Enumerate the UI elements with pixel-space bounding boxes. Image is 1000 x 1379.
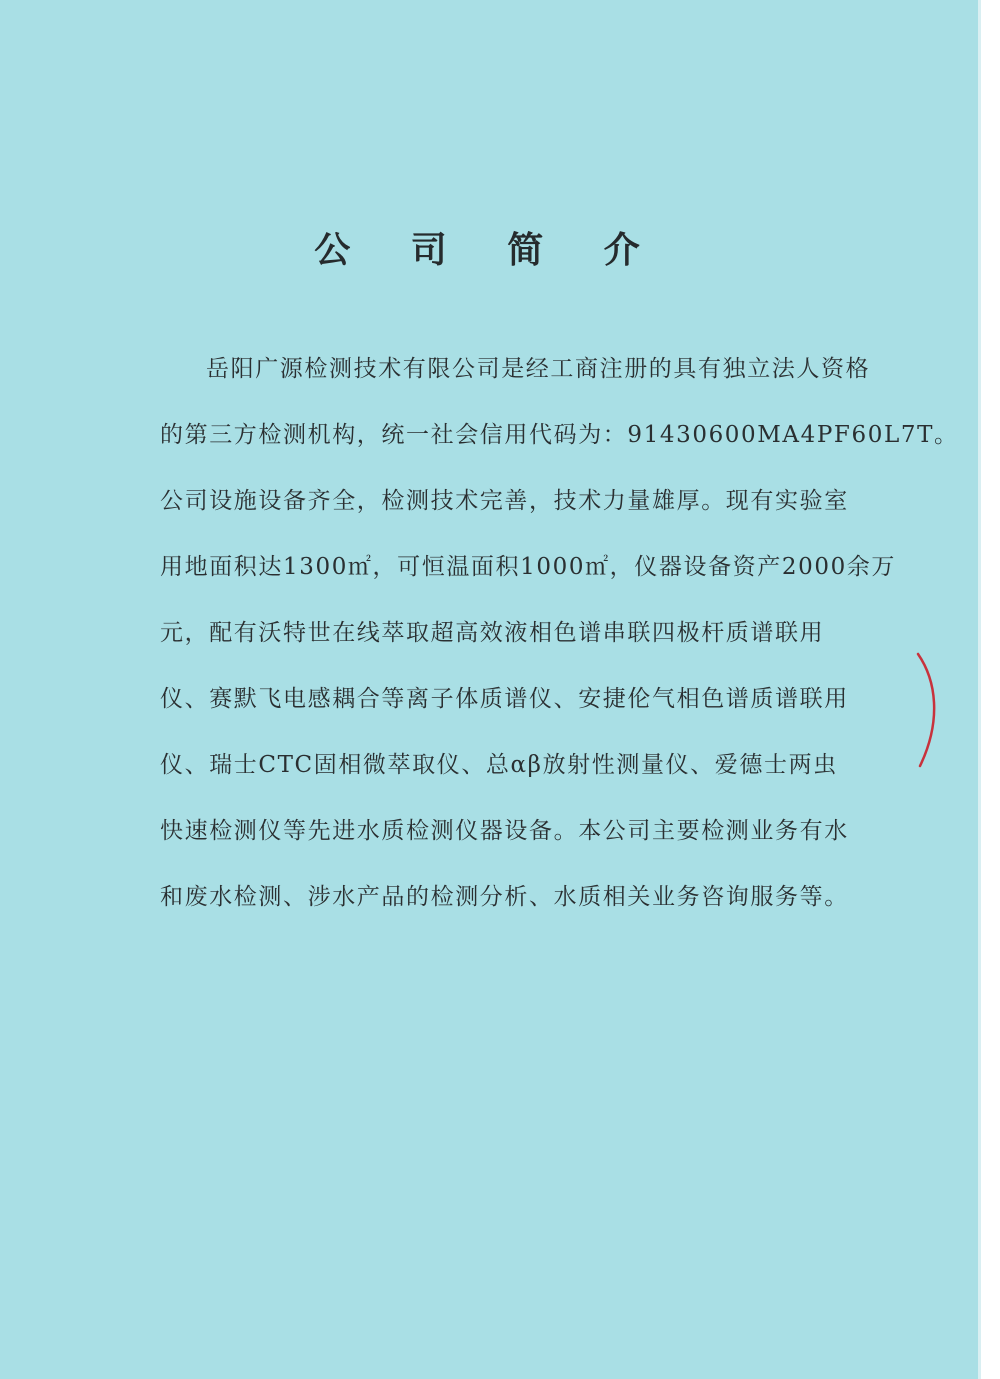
seal-edge-mark [912, 650, 946, 770]
paragraph-line: 仪、瑞士CTC固相微萃取仪、总αβ放射性测量仪、爱德士两虫 [160, 752, 838, 778]
paragraph-line: 的第三方检测机构，统一社会信用代码为：91430600MA4PF60L7T。 [160, 422, 959, 448]
paragraph-line: 公司设施设备齐全，检测技术完善，技术力量雄厚。现有实验室 [160, 488, 849, 514]
paragraph-line: 仪、赛默飞电感耦合等离子体质谱仪、安捷伦气相色谱质谱联用 [160, 686, 849, 712]
paragraph-line: 快速检测仪等先进水质检测仪器设备。本公司主要检测业务有水 [160, 818, 849, 844]
paragraph-line: 用地面积达1300㎡，可恒温面积1000㎡，仪器设备资产2000余万 [160, 554, 896, 580]
paragraph-line: 岳阳广源检测技术有限公司是经工商注册的具有独立法人资格 [206, 356, 871, 382]
paragraph-line: 和废水检测、涉水产品的检测分析、水质相关业务咨询服务等。 [160, 884, 849, 910]
page-title: 公 司 简 介 [314, 230, 664, 271]
body-paragraph [160, 344, 959, 938]
paragraph-line: 元，配有沃特世在线萃取超高效液相色谱串联四极杆质谱联用 [160, 620, 825, 646]
